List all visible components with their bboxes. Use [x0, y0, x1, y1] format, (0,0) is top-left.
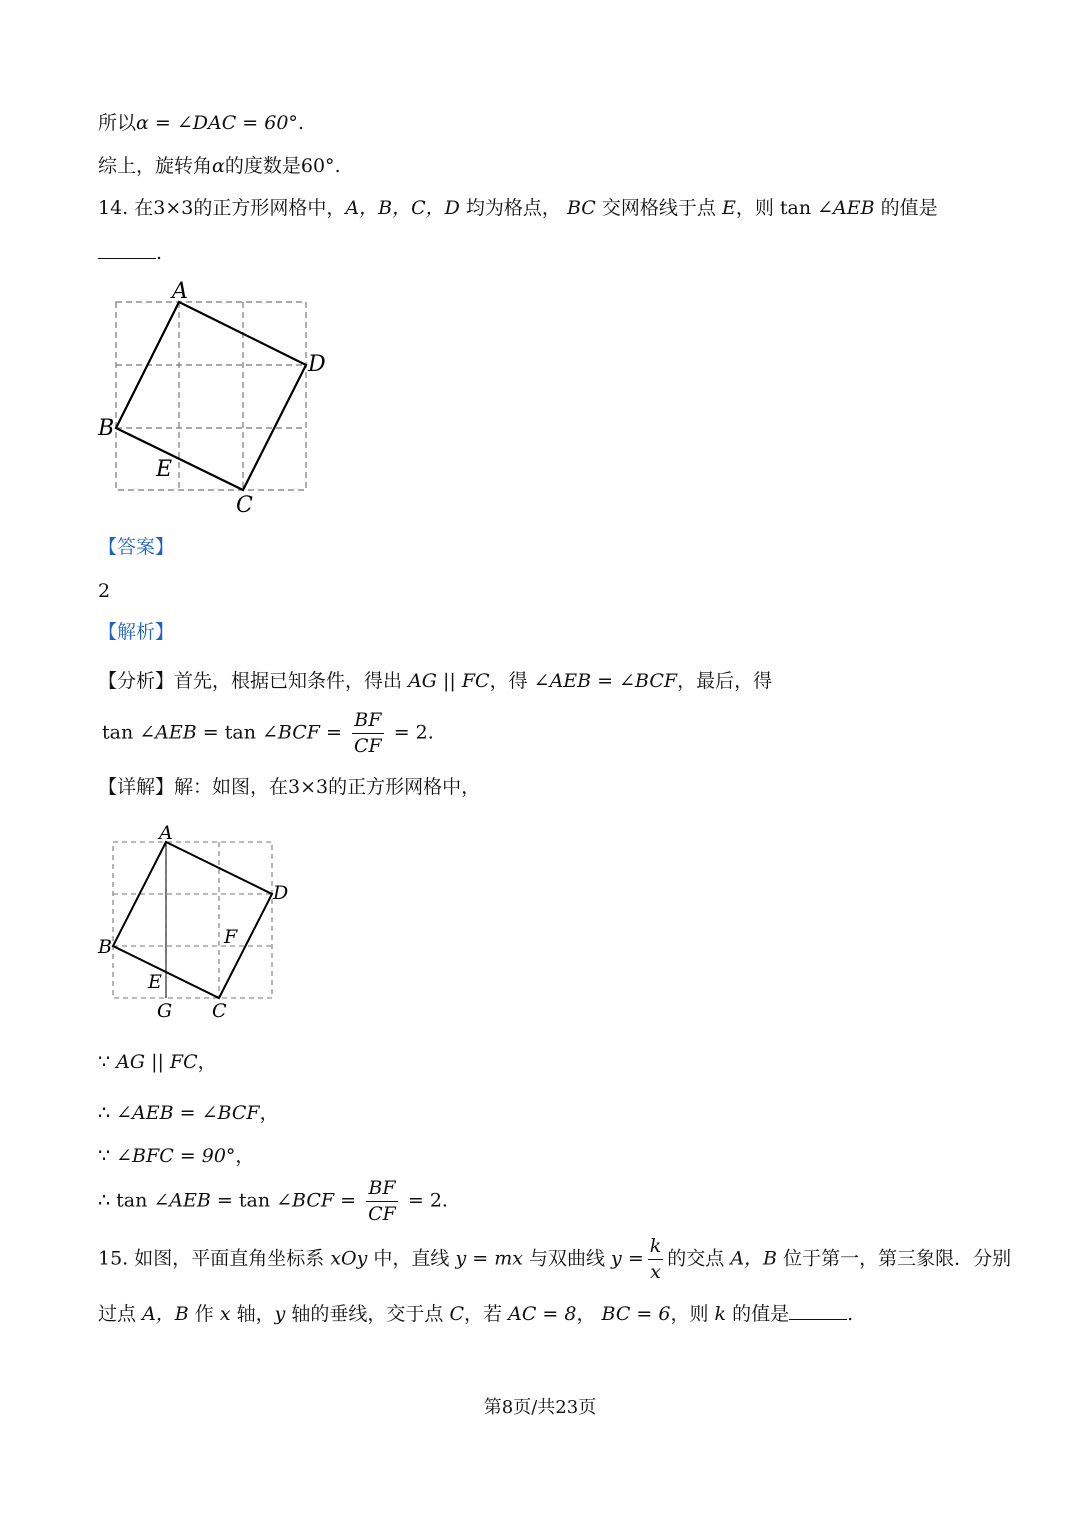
text: 轴的垂线，交于点 [291, 1303, 444, 1325]
math-points: A，B，C，D [345, 197, 460, 219]
math-op: = [210, 1189, 239, 1212]
text: . [441, 1189, 448, 1212]
question-14-text [98, 197, 938, 220]
label-d: D [273, 882, 289, 904]
fraction-numerator: BF [354, 709, 382, 731]
text-line-summary [98, 155, 341, 178]
dashed-grid [113, 842, 272, 998]
text: . [427, 721, 434, 744]
math-value: 60° [300, 155, 335, 177]
math-func: tan [224, 721, 256, 744]
fraction-denominator: x [650, 1260, 661, 1283]
math-angle: ∠BCF [276, 1189, 335, 1212]
math-point: C [449, 1303, 465, 1325]
math-symbol: k [714, 1303, 727, 1325]
text: ，则 [735, 197, 774, 219]
text: 的正方形网格中， [193, 197, 346, 219]
text: 作 [194, 1303, 214, 1325]
text: ， [235, 1145, 255, 1167]
question-15-text-line1 [98, 1236, 1011, 1283]
math-result: = 2 [401, 1189, 442, 1212]
math-symbol: y [274, 1303, 286, 1325]
detail-intro [98, 776, 480, 799]
math-func: tan [116, 1189, 148, 1212]
fraction [366, 1178, 398, 1225]
text: 的交点 [667, 1247, 725, 1270]
analysis-equation [102, 710, 434, 757]
text: 的正方形网格中， [328, 776, 481, 798]
text: . [297, 112, 304, 134]
math-expression: 3×3 [153, 197, 194, 219]
math-angle: ∠AEB [817, 197, 875, 219]
proof-step-4 [98, 1178, 448, 1225]
math-expression: AG || FC [116, 1051, 198, 1073]
math-op: = [319, 721, 348, 744]
square-abcd [113, 842, 272, 998]
square-abcd [116, 302, 306, 490]
math-symbol: α [212, 155, 225, 177]
math-angle: ∠BCF [261, 721, 320, 744]
text: 过点 [98, 1303, 137, 1325]
page-footer: 第8页/共23页 [483, 1397, 597, 1418]
because-symbol: ∵ [98, 1051, 111, 1073]
math-symbol: xOy [330, 1247, 368, 1270]
math-expression: ∠AEB = ∠BCF [533, 670, 678, 692]
label-d: D [308, 352, 326, 377]
answer-blank-line [98, 240, 162, 265]
answer-value: 2 [98, 580, 111, 602]
math-op: = [334, 1189, 363, 1212]
proof-step-2 [98, 1102, 279, 1125]
math-angle: ∠AEB [153, 1189, 211, 1212]
fraction-bar [366, 1201, 398, 1202]
text: 在 [134, 197, 154, 219]
text: 中，直线 [373, 1247, 450, 1270]
text: ， [259, 1102, 279, 1124]
question-15-text-line2 [98, 1301, 853, 1326]
math-op: = [196, 721, 225, 744]
text: ， [197, 1051, 217, 1073]
label-g: G [157, 1000, 173, 1022]
dashed-grid [116, 302, 306, 490]
math-func: tan [102, 721, 134, 744]
text: 解：如图，在 [174, 776, 289, 798]
label-e: E [148, 971, 162, 993]
label-a: A [172, 279, 188, 304]
section-tag: 【详解】 [98, 776, 175, 798]
fraction-numerator: BF [368, 1177, 396, 1199]
figure-grid-1 [90, 278, 350, 518]
math-angle: ∠AEB [139, 721, 197, 744]
text-line-conclusion [98, 112, 304, 135]
answer-tag: 【答案】 [98, 536, 175, 558]
math-expression: 3×3 [288, 776, 329, 798]
label-a: A [159, 822, 173, 844]
label-f: F [224, 926, 238, 948]
text: 综上，旋转角 [98, 155, 213, 177]
proof-step-1 [98, 1051, 217, 1074]
label-c: C [212, 1000, 227, 1022]
text: 的度数是 [224, 155, 301, 177]
proof-step-3 [98, 1145, 254, 1168]
text: 交网格线于点 [601, 197, 716, 219]
text: . [156, 242, 163, 264]
analysis-summary [98, 670, 772, 693]
text: 的值是 [880, 197, 938, 219]
fraction-numerator: k [649, 1235, 662, 1257]
text: ，得 [489, 670, 528, 692]
fraction-bar [352, 733, 384, 734]
math-result: = 2 [387, 721, 428, 744]
math-expression: AC = 8 [508, 1303, 577, 1325]
text: 位于第一，第三象限．分别 [783, 1247, 1012, 1270]
label-e: E [156, 457, 173, 482]
text: ， [576, 1303, 596, 1325]
text: 与双曲线 [528, 1247, 605, 1270]
label-c: C [236, 493, 253, 518]
math-expression: ∠BFC = 90° [116, 1145, 236, 1167]
math-expression: y = [611, 1247, 644, 1270]
math-points: A，B [730, 1247, 778, 1270]
math-expression: α = ∠DAC = 60° [136, 112, 298, 134]
fraction-denominator: CF [353, 734, 382, 757]
figure-grid-2 [90, 820, 310, 1025]
text: . [847, 1303, 854, 1325]
math-func: tan [779, 197, 812, 219]
text: 首先，根据已知条件，得出 [174, 670, 403, 692]
math-expression: BC = 6 [601, 1303, 671, 1325]
question-number: 14. [98, 197, 129, 219]
text: 均为格点， [465, 197, 561, 219]
fraction [352, 710, 384, 757]
text: 所以 [98, 112, 137, 134]
math-symbol: x [219, 1303, 231, 1325]
math-expression: ∠AEB = ∠BCF [116, 1102, 260, 1124]
because-symbol: ∵ [98, 1145, 111, 1167]
therefore-symbol: ∴ [98, 1189, 111, 1212]
math-func: tan [238, 1189, 271, 1212]
math-expression: AG || FC [408, 670, 490, 692]
text: . [334, 155, 341, 177]
math-points: A，B [142, 1303, 189, 1325]
text: 轴， [236, 1303, 275, 1325]
math-point: E [721, 197, 736, 219]
question-number: 15. [98, 1247, 129, 1270]
label-b: B [98, 416, 115, 441]
fraction-bar [648, 1259, 664, 1260]
analysis-tag: 【解析】 [98, 621, 175, 643]
label-b: B [98, 936, 112, 958]
text: ，最后，得 [677, 670, 773, 692]
answer-blank [98, 240, 156, 259]
text: ，则 [670, 1303, 709, 1325]
answer-blank [789, 1301, 847, 1320]
math-expression: y = mx [455, 1247, 523, 1270]
text: ，若 [464, 1303, 503, 1325]
math-segment: BC [566, 197, 596, 219]
text: 如图，平面直角坐标系 [134, 1247, 325, 1270]
fraction-denominator: CF [368, 1202, 396, 1225]
therefore-symbol: ∴ [98, 1102, 111, 1124]
fraction [648, 1236, 664, 1283]
text: 的值是 [732, 1303, 790, 1325]
section-tag: 【分析】 [98, 670, 175, 692]
